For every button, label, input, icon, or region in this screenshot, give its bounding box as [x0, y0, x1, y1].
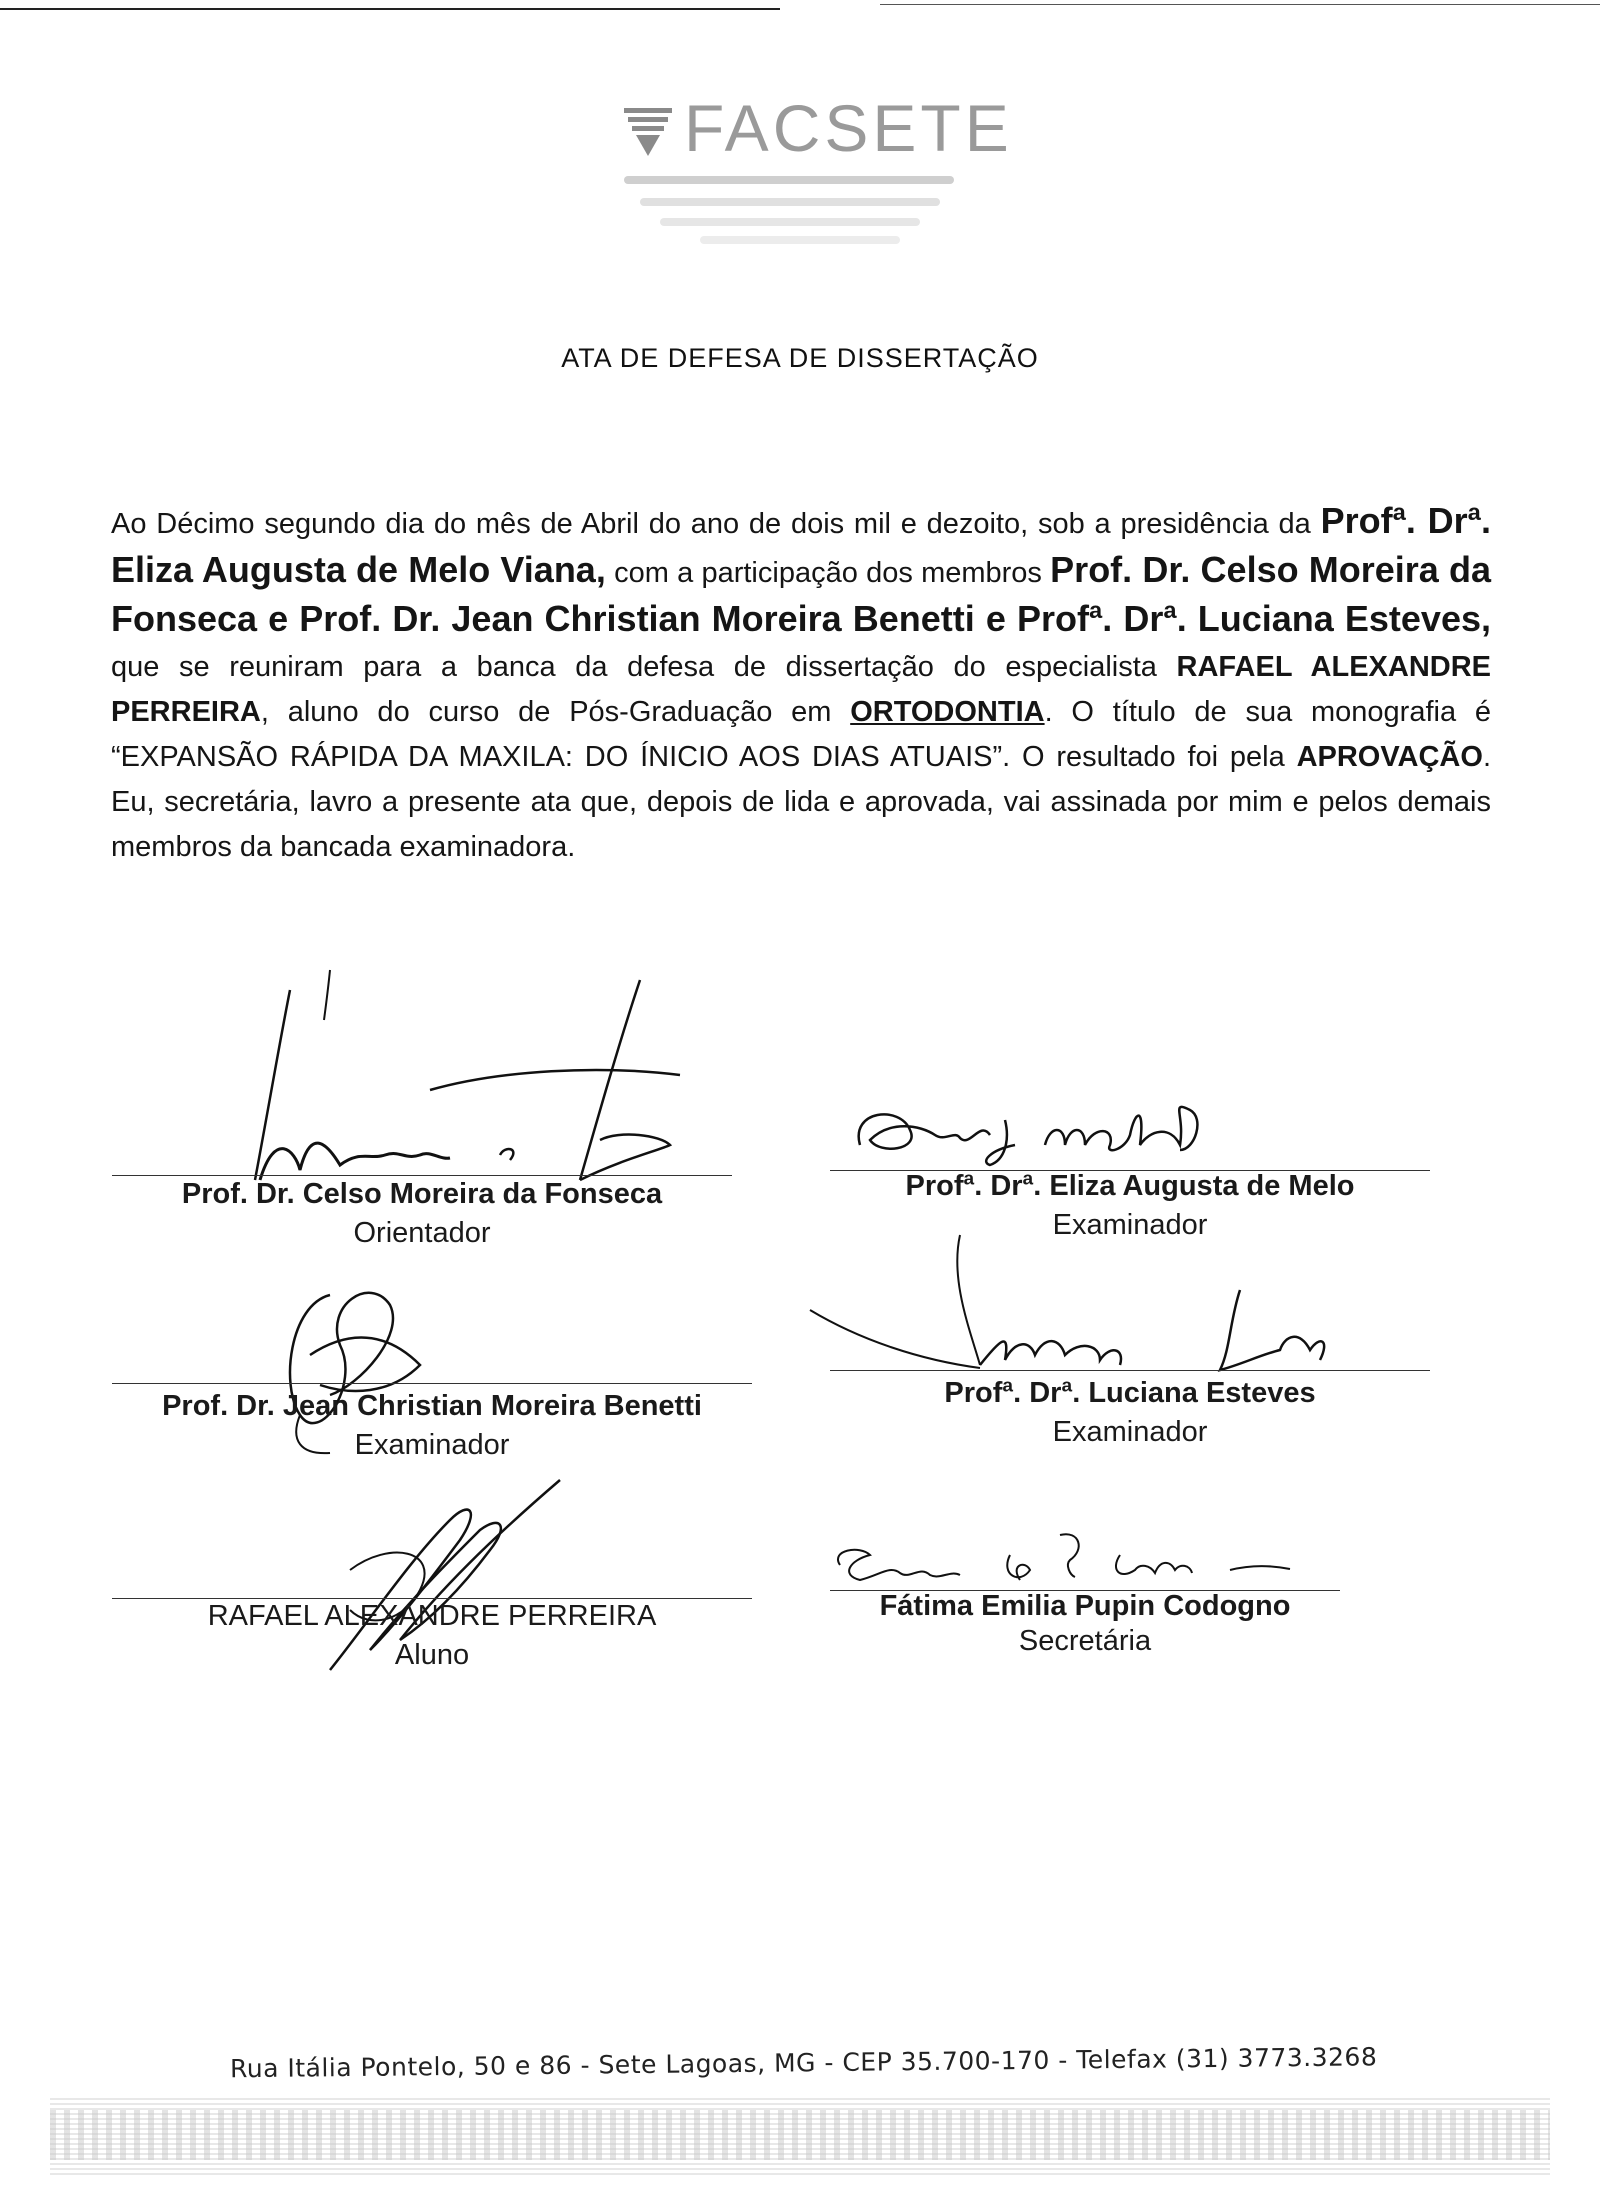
members-names: Prof. Dr. Celso Moreira da Fonseca e Prof. Dr. Jean Christian Moreira Benetti e Profª. Drª. Luciana Esteves,	[111, 549, 1492, 639]
signature-block-advisor	[112, 1178, 732, 1250]
top-rule	[0, 8, 780, 10]
minutes-paragraph	[111, 498, 1491, 870]
logo-emblem-icon	[620, 104, 676, 160]
signature-line	[112, 1598, 752, 1599]
text-segment: com a participação dos membros	[605, 557, 1051, 589]
signer-role: Orientador	[353, 1217, 491, 1249]
signature-fatima	[820, 1525, 1300, 1600]
signature-line	[112, 1383, 752, 1384]
signature-line	[830, 1370, 1430, 1371]
logo-tagline	[624, 176, 954, 184]
signer-name: RAFAEL ALEXANDRE PERREIRA	[207, 1600, 657, 1632]
signer-role: Examinador	[354, 1429, 510, 1461]
text-segment: . O título de sua monografia é “EXPANSÃO RÁPIDA DA MAXILA: DO ÍNICIO AOS DIAS ATUAIS”. O resultado foi pela	[111, 696, 1491, 773]
text-segment: . Eu, secretária, lavro a presente ata que, depois de lida e aprovada, vai assinada por mim e pelos demais membros da bancada examinadora.	[111, 741, 1491, 863]
logo-text: FACSETE	[684, 91, 1013, 165]
signature-block-examiner-luciana	[830, 1377, 1430, 1449]
president-name: Profª. Drª. Eliza Augusta de Melo Viana,	[111, 500, 1491, 590]
signer-role: Examinador	[1052, 1416, 1208, 1448]
signer-role: Aluno	[394, 1639, 470, 1671]
signature-block-examiner-jean	[112, 1390, 752, 1462]
signature-luciana	[800, 1230, 1420, 1380]
text-segment: Ao Décimo segundo dia do mês de Abril do ano de dois mil e dezoito, sob a presidência da	[111, 508, 1321, 540]
logo-tagline	[660, 218, 920, 226]
signer-role: Examinador	[1052, 1209, 1208, 1241]
signature-block-secretary	[830, 1590, 1340, 1658]
document-title: ATA DE DEFESA DE DISSERTAÇÃO	[561, 343, 1039, 373]
text-segment: , aluno do curso de Pós-Graduação em	[260, 696, 851, 728]
student-name: RAFAEL ALEXANDRE PERREIRA	[111, 651, 1491, 728]
signer-name: Prof. Dr. Celso Moreira da Fonseca	[181, 1178, 663, 1210]
signer-role: Secretária	[1018, 1625, 1152, 1657]
signature-block-student	[112, 1600, 752, 1672]
signer-name: Profª. Drª. Eliza Augusta de Melo	[905, 1170, 1355, 1202]
footer-scan-band	[50, 2110, 1550, 2160]
signature-eliza	[840, 1090, 1260, 1170]
signer-name: Profª. Drª. Luciana Esteves	[944, 1377, 1316, 1409]
logo-tagline	[700, 236, 900, 244]
signature-celso	[200, 950, 760, 1200]
top-rule-right	[880, 4, 1600, 5]
footer-address: Rua Itália Pontelo, 50 e 86 - Sete Lagoas, MG - CEP 35.700-170 - Telefax (31) 3773.3268	[229, 2042, 1378, 2084]
course-name: ORTODONTIA	[850, 696, 1045, 728]
signature-line	[112, 1175, 732, 1176]
text-segment: que se reuniram para a banca da defesa de dissertação do especialista	[111, 651, 1177, 683]
institution-logo	[620, 90, 1013, 280]
result: APROVAÇÃO	[1296, 741, 1483, 773]
signer-name: Prof. Dr. Jean Christian Moreira Benetti	[162, 1390, 702, 1422]
logo-tagline	[640, 198, 940, 206]
signer-name: Fátima Emilia Pupin Codogno	[879, 1590, 1291, 1622]
